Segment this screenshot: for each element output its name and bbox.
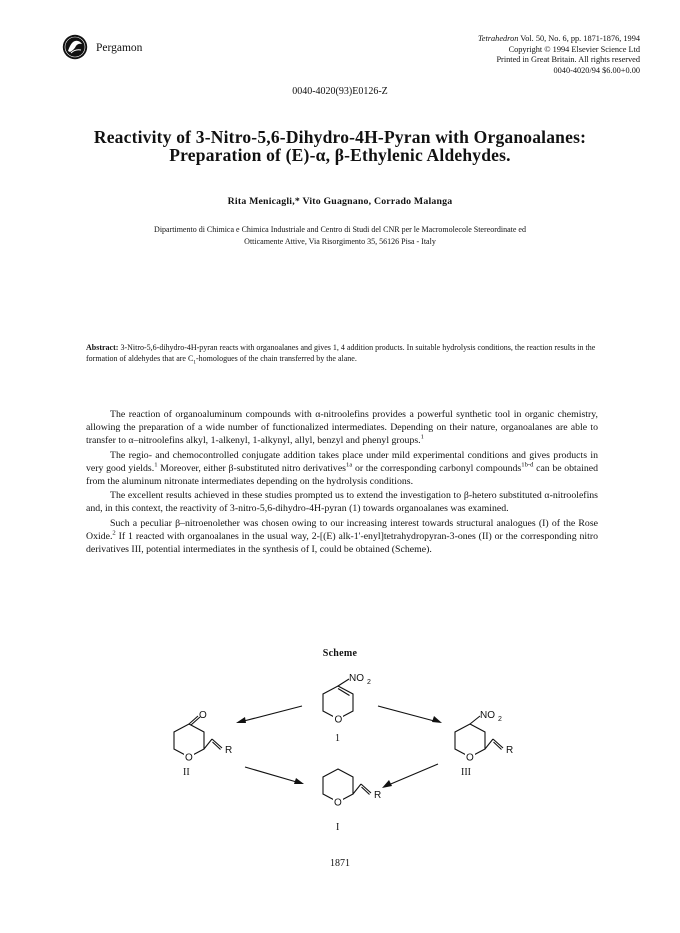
paragraph-2: The regio- and chemocontrolled conjugate addition takes place under mild experimental conditions and gives products in very good yields.$^1$ Moreover, either β-substituted nitro derivatives$^{1a}$ or the corresponding carbonyl compounds$^{1b-d}$ can be obtained from the aluminum nitronate intermediates depending on the hydrolysis conditions. [86,449,598,488]
svg-text:R: R [374,790,382,801]
doi-code: 0040-4020(93)E0126-Z [292,86,388,97]
scheme-title: Scheme [322,648,358,659]
arrow-1-to-III [378,706,442,723]
title-line-1: Reactivity of 3-Nitro-5,6-Dihydro-4H-Pyran with Organoalanes: [93,127,587,147]
arrow-II-to-I [245,767,304,784]
svg-text:O: O [466,752,474,764]
article-title [0,128,680,164]
page-number: 1871 [330,858,350,869]
label-I: I [336,822,340,833]
copyright-line: Copyright © 1994 Elsevier Science Ltd [508,44,640,54]
affiliation-line-2: Otticamente Attive, Via Risorgimento 35, 56126 Pisa - Italy [244,237,436,246]
svg-text:O: O [199,710,207,721]
publisher-name: Pergamon [96,42,143,54]
pergamon-logo-icon [62,34,88,60]
title-line-2: Preparation of (E)-α, β-Ethylenic Aldehydes. [169,145,511,165]
arrow-III-to-I [382,764,438,788]
affiliation-line-1: Dipartimento di Chimica e Chimica Industriale and Centro di Studi del CNR per le Macromolecole Stereordinate ed [154,225,526,234]
compound-1-structure [323,673,371,744]
svg-text:2: 2 [498,716,502,723]
paragraph-3: The excellent results achieved in these studies prompted us to extend the investigation to β-hetero substituted α-nitroolefins and, in this context, the reactivity of 3-nitro-5,6-dihydro-4H-pyran (1) towards organoalanes was examined. [86,490,598,515]
abstract-label: Abstract: [86,343,119,352]
abstract-text-b: -homologues of the chain transferred by the alane. [196,354,357,363]
svg-text:NO: NO [349,673,364,684]
svg-text:2: 2 [367,679,371,686]
journal-info [478,34,640,76]
svg-text:O: O [185,752,193,764]
body-text [86,408,598,557]
svg-text:O: O [334,714,343,726]
label-II: II [183,767,190,778]
abstract-text-a: 3-Nitro-5,6-dihydro-4H-pyran reacts with organoalanes and gives 1, 4 addition products. In suitable hydrolysis conditions, the reaction results in the formation of aldehydes that are C [86,343,596,363]
affiliation [90,224,590,248]
paragraph-4: Such a peculiar β–nitroenolether was chosen owing to our increasing interest towards structural analogues (I) of the Rose Oxide.$^2$ If 1 reacted with organoalanes in the usual way, 2-[(E) alk-1'-enyl]tetrahydropyran-3-ones (II) or the corresponding nitro derivatives III, potential intermediates in the synthesis of I, could be obtained (Scheme). [86,517,598,556]
svg-text:O: O [334,797,342,809]
journal-citation: Tetrahedron Vol. 50, No. 6, pp. 1871-1876, 1994 [477,34,640,43]
printed-line: Printed in Great Britain. All rights reserved [496,55,640,65]
arrow-1-to-II [236,706,302,723]
compound-III-structure [455,710,513,778]
reaction-scheme [140,672,540,842]
paragraph-1: The reaction of organoaluminum compounds with α-nitroolefins provides a powerful synthetic tool in organic chemistry, allowing the preparation of a wide number of functionalized intermediates. Depending on their nature, organoalanes are able to transfer to α–nitroolefins alkyl, 1-alkenyl, 1-alkynyl, allyl, benzyl and phenyl groups.$^1$ [86,409,598,447]
authors: Rita Menicagli,* Vito Guagnano, Corrado Malanga [227,196,453,207]
svg-text:R: R [225,745,233,756]
compound-II-structure [174,710,232,778]
label-1: 1 [335,733,340,744]
abstract: Abstract: 3-Nitro-5,6-dihydro-4H-pyran reacts with organoalanes and gives 1, 4 addition products. In suitable hydrolysis conditions, the reaction results in the formation of aldehydes that are $C_1$-homologues of the chain transferred by the alane. [86,343,596,366]
price-code: 0040-4020/94 $6.00+0.00 [553,65,640,75]
label-III: III [461,767,471,778]
compound-I-structure [323,769,381,833]
svg-text:NO: NO [480,710,495,721]
svg-text:R: R [506,745,514,756]
